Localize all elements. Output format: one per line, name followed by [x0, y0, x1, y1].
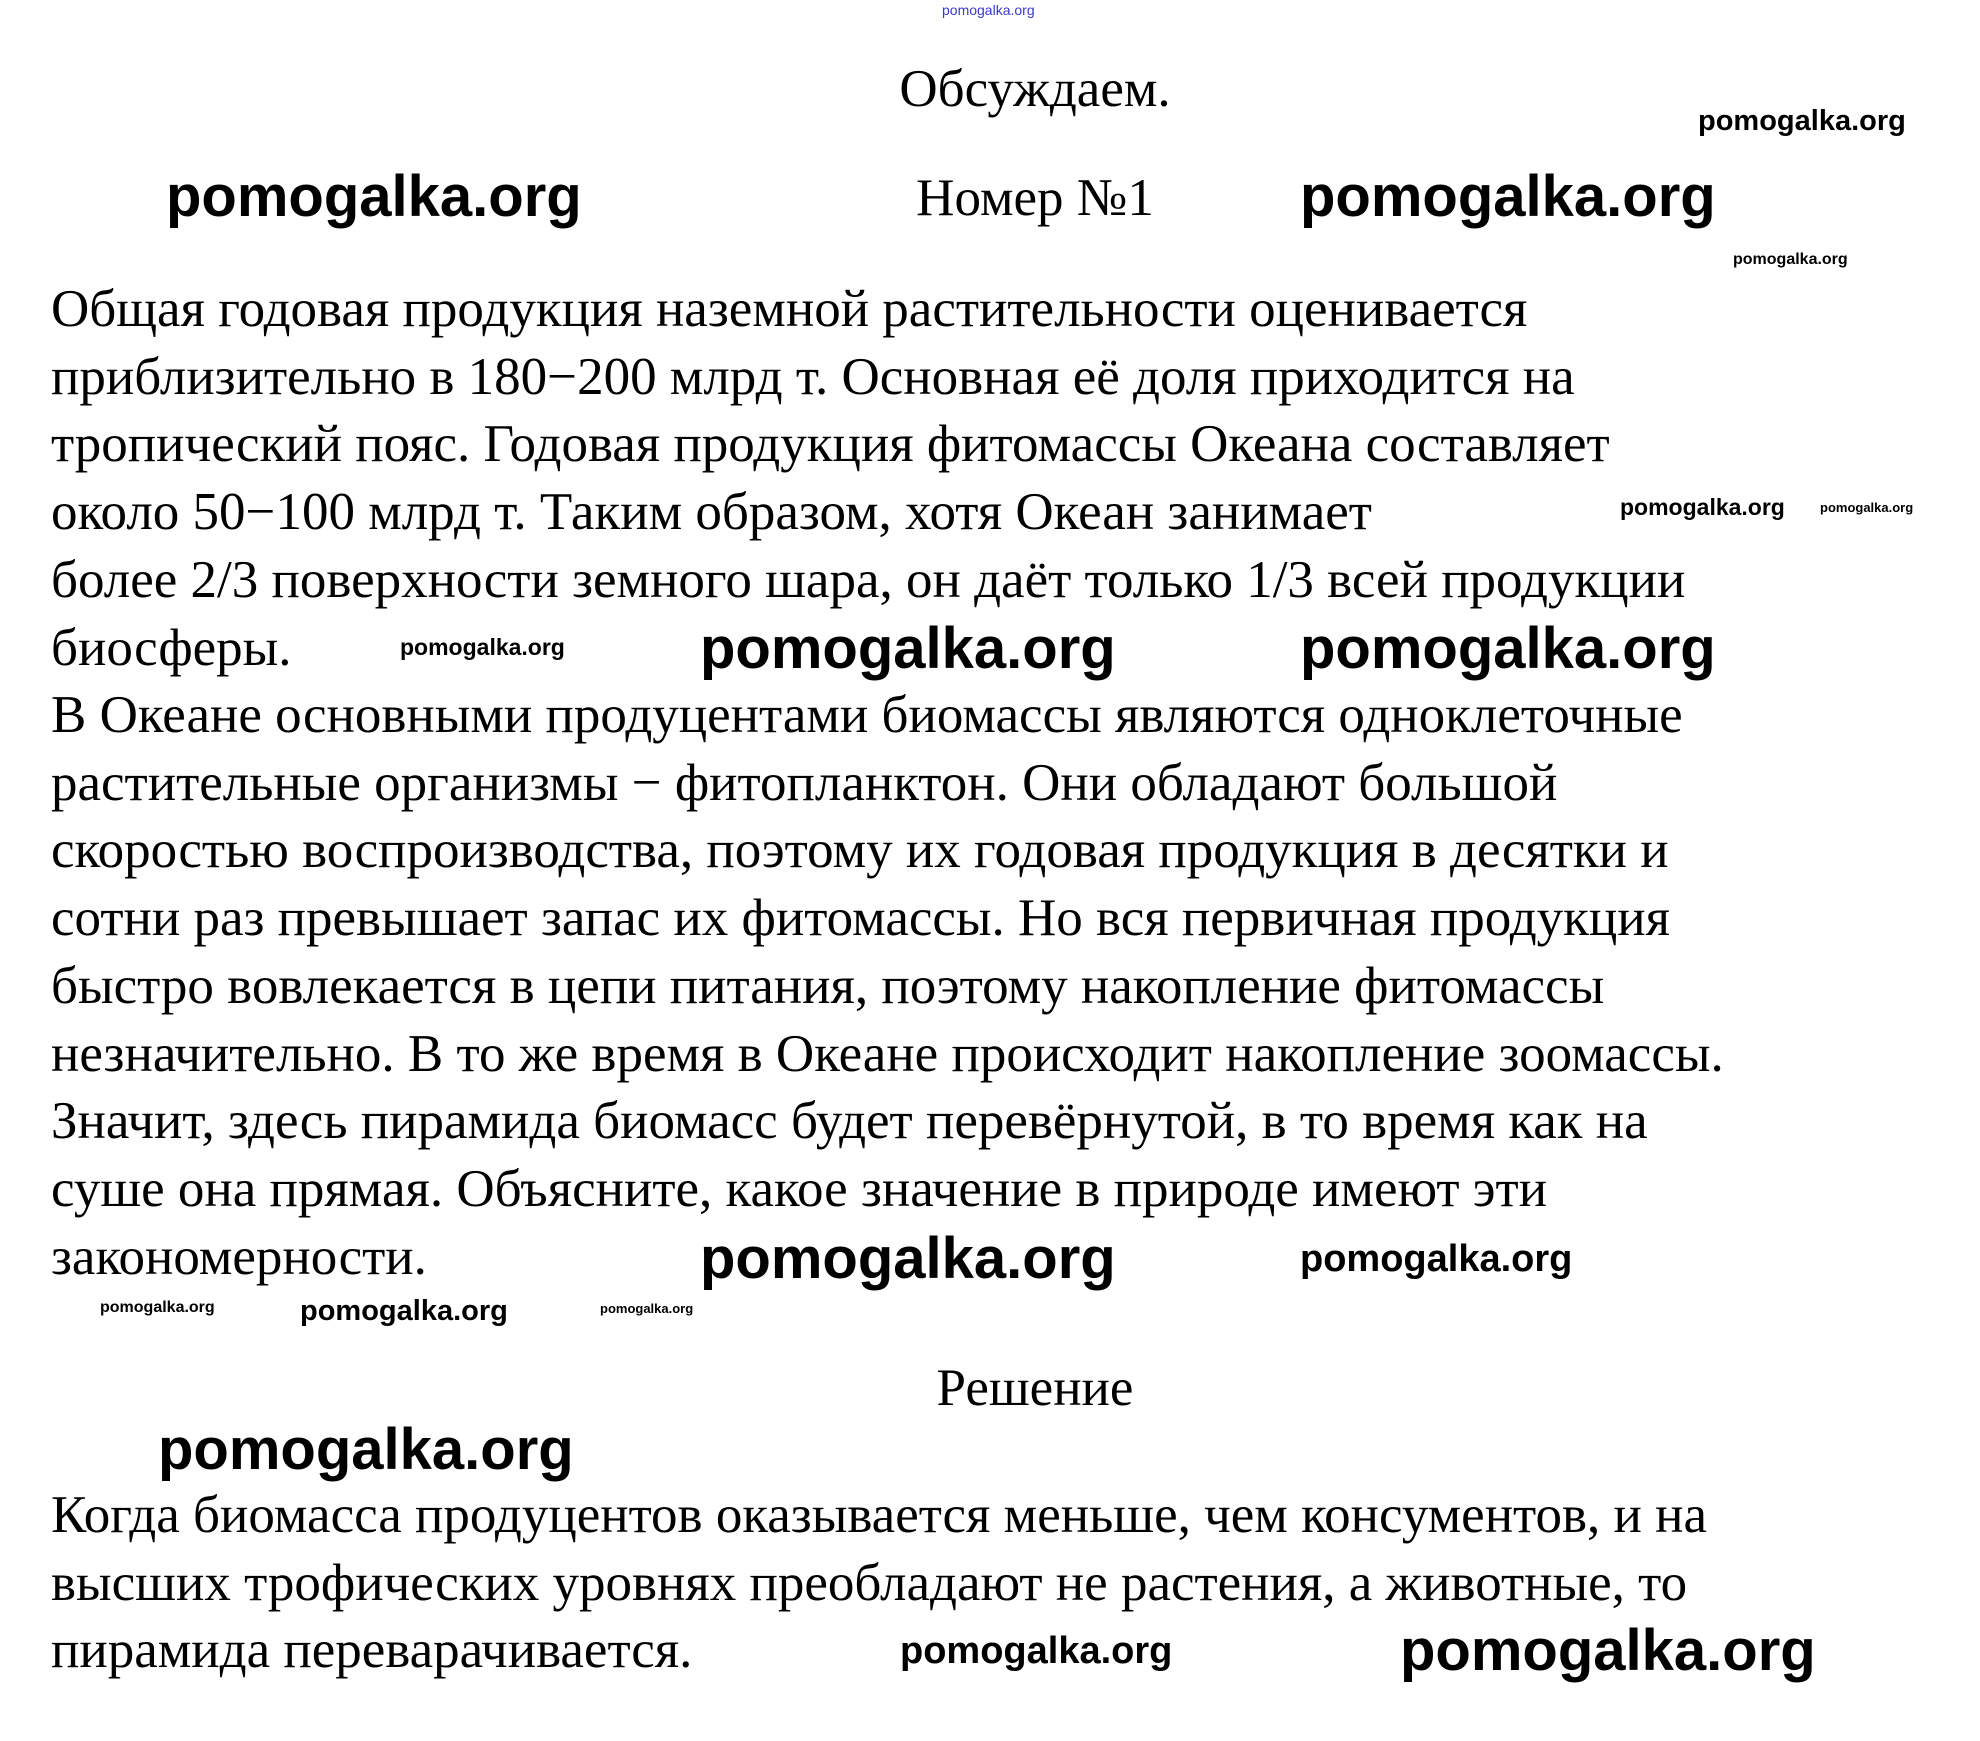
watermark: pomogalka.org [166, 164, 582, 229]
text-line: растительные организмы − фитопланктон. Они обладают большой [51, 753, 1558, 812]
watermark: pomogalka.org [1400, 1618, 1816, 1683]
heading-number: Номер №1 [916, 169, 1154, 227]
watermark: pomogalka.org [158, 1417, 574, 1482]
watermark: pomogalka.org [300, 1295, 508, 1327]
text-line: В Океане основными продуцентами биомассы являются одноклеточные [51, 686, 1683, 744]
watermark: pomogalka.org [1300, 1238, 1573, 1280]
text-line: более 2/3 поверхности земного шара, он даёт только 1/3 всей продукции [51, 550, 1686, 609]
text-line: Общая годовая продукция наземной растительности оценивается [51, 280, 1528, 338]
watermark: pomogalka.org [100, 1299, 215, 1316]
text-line: около 50−100 млрд т. Таким образом, хотя Океан занимает [51, 483, 1372, 542]
text-line: скоростью воспроизводства, поэтому их годовая продукция в десятки и [51, 821, 1669, 880]
watermark: pomogalka.org [1733, 251, 1848, 268]
watermark: pomogalka.org [1620, 494, 1785, 520]
text-line: тропический пояс. Годовая продукция фитомассы Океана составляет [51, 415, 1610, 474]
watermark: pomogalka.org [700, 1226, 1116, 1291]
watermark: pomogalka.org [1698, 105, 1906, 137]
text-line: биосферы. [51, 618, 292, 677]
text-line: суше она прямая. Объясните, какое значение в природе имеют эти [51, 1159, 1548, 1218]
text-line: незначительно. В то же время в Океане происходит накопление зоомассы. [51, 1024, 1724, 1083]
task-paragraph-2 [51, 682, 1724, 1291]
watermark: pomogalka.org [1300, 616, 1716, 681]
text-line: закономерности. [51, 1227, 427, 1286]
watermark: pomogalka.org [1300, 164, 1716, 229]
watermark: pomogalka.org [700, 616, 1116, 681]
text-line: сотни раз превышает запас их фитомассы. Но вся первичная продукция [51, 889, 1671, 948]
text-line: Когда биомасса продуцентов оказывается меньше, чем консументов, и на [51, 1486, 1708, 1544]
watermark: pomogalka.org [900, 1630, 1173, 1672]
watermark: pomogalka.org [600, 1301, 694, 1316]
text-line: Значит, здесь пирамида биомасс будет перевёрнутой, в то время как на [51, 1092, 1648, 1151]
watermark: pomogalka.org [1820, 500, 1914, 515]
text-line: быстро вовлекается в цепи питания, поэтому накопление фитомассы [51, 956, 1605, 1015]
watermark: pomogalka.org [400, 634, 565, 660]
text-line: приблизительно в 180−200 млрд т. Основная её доля приходится на [51, 347, 1575, 406]
heading-discuss: Обсуждаем. [899, 60, 1171, 118]
heading-solution: Решение [936, 1359, 1134, 1417]
text-line: высших трофических уровнях преобладают не растения, а животные, то [51, 1553, 1688, 1612]
watermark-link[interactable]: pomogalka.org [942, 2, 1035, 18]
text-line: пирамида переварачивается. [51, 1621, 693, 1680]
